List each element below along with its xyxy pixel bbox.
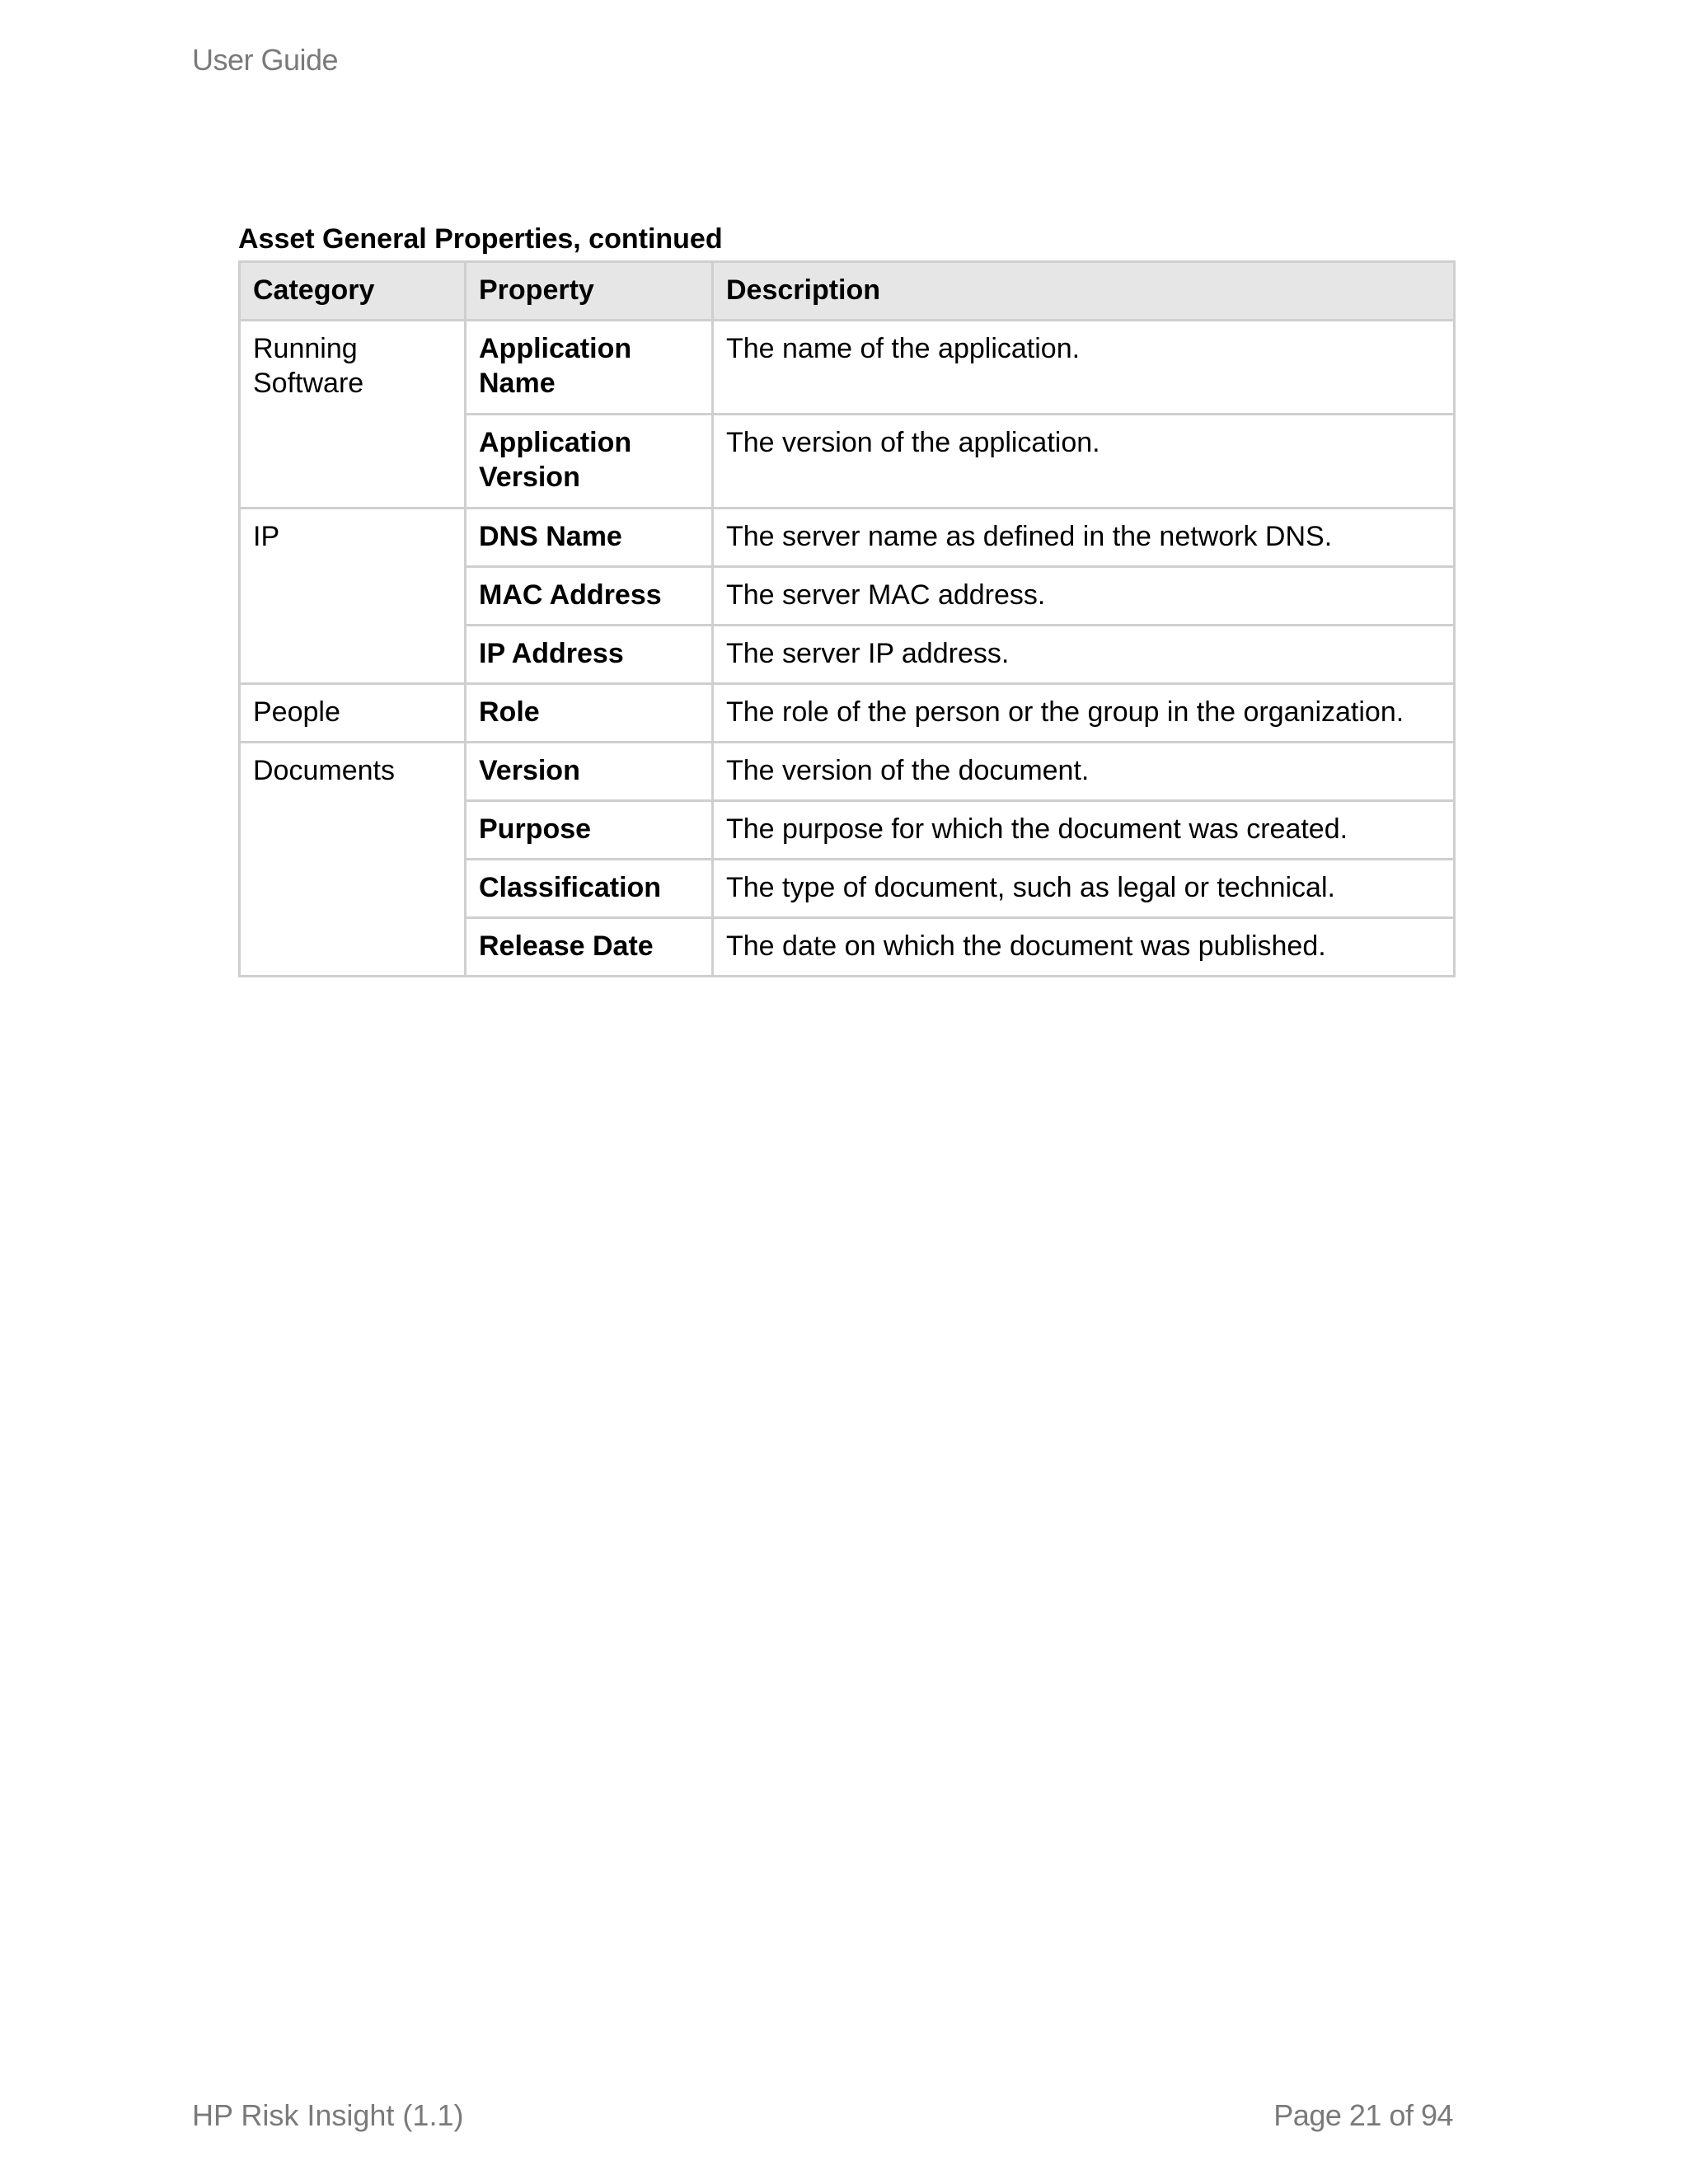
description-cell: The purpose for which the document was created. (713, 801, 1455, 860)
description-cell: The server MAC address. (713, 567, 1455, 626)
table-header-row (240, 262, 1455, 321)
property-cell: Purpose (466, 801, 713, 860)
table-row (240, 684, 1455, 743)
category-cell: IP (240, 509, 466, 684)
table-caption: Asset General Properties, continued (238, 223, 723, 255)
description-cell: The version of the application. (713, 415, 1455, 509)
asset-properties-table (238, 260, 1456, 977)
property-cell: Release Date (466, 918, 713, 977)
property-cell: Application Version (466, 415, 713, 509)
description-cell: The version of the document. (713, 743, 1455, 801)
description-cell: The server name as defined in the network DNS. (713, 509, 1455, 567)
footer-page-number: Page 21 of 94 (1273, 2098, 1453, 2132)
category-cell: People (240, 684, 466, 743)
description-cell: The role of the person or the group in the organization. (713, 684, 1455, 743)
category-cell: Documents (240, 743, 466, 977)
column-header-description: Description (713, 262, 1455, 321)
table-row (240, 321, 1455, 415)
description-cell: The date on which the document was published. (713, 918, 1455, 977)
property-cell: MAC Address (466, 567, 713, 626)
table-row (240, 509, 1455, 567)
property-cell: Application Name (466, 321, 713, 415)
column-header-property: Property (466, 262, 713, 321)
column-header-category: Category (240, 262, 466, 321)
property-cell: IP Address (466, 626, 713, 684)
footer-product: HP Risk Insight (1.1) (192, 2098, 464, 2132)
description-cell: The server IP address. (713, 626, 1455, 684)
running-header: User Guide (192, 43, 339, 77)
table-row (240, 743, 1455, 801)
property-cell: DNS Name (466, 509, 713, 567)
property-cell: Classification (466, 860, 713, 918)
description-cell: The name of the application. (713, 321, 1455, 415)
category-cell: Running Software (240, 321, 466, 509)
property-cell: Role (466, 684, 713, 743)
description-cell: The type of document, such as legal or technical. (713, 860, 1455, 918)
property-cell: Version (466, 743, 713, 801)
